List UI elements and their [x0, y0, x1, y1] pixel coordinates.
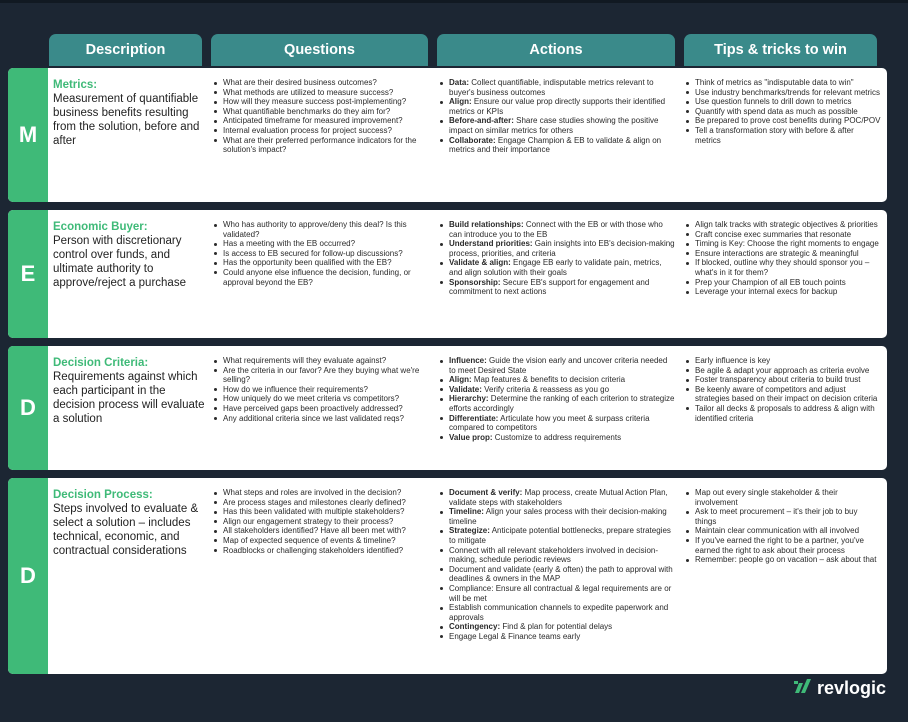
row-title: Decision Process: — [53, 489, 153, 501]
action-text: Anticipate potential bottlenecks, prepare strategies to mitigate — [449, 526, 671, 545]
header-actions: Actions — [437, 34, 675, 66]
action-label: Validate: — [449, 384, 482, 394]
list-item: Remember: people go on vacation – ask about that — [685, 555, 881, 565]
action-text: Determine the ranking of each criterion to strategize efforts accordingly — [449, 394, 675, 413]
row-body: Steps involved to evaluate & select a solution – includes technical, economic, and contractual considerations — [53, 503, 199, 557]
action-text: Gain insights into EB's decision-making process, priorities, and criteria — [449, 239, 675, 258]
action-text: Verify criteria & reassess as you go — [481, 384, 610, 394]
list-item: What requirements will they evaluate against? — [213, 356, 428, 366]
list-item: Timing is Key: Choose the right moments to engage — [685, 239, 881, 249]
list-item: Be keenly aware of competitors and adjust strategies based on their impact on decision criteria — [685, 385, 881, 404]
list-item: Be prepared to prove cost benefits during POC/POV — [685, 116, 881, 126]
list-item: What are their desired business outcomes? — [213, 78, 428, 88]
row-description — [53, 220, 208, 290]
list-item: If blocked, outline why they should sponsor you – what's in it for them? — [685, 258, 881, 277]
tips-list — [685, 78, 881, 145]
list-item: Align talk tracks with strategic objectives & priorities — [685, 220, 881, 230]
list-item: Internal evaluation process for project success? — [213, 126, 428, 136]
action-label: Value prop: — [449, 432, 493, 442]
list-item: Think of metrics as "indisputable data to win" — [685, 78, 881, 88]
tips-list — [685, 488, 881, 565]
action-label: Sponsorship: — [449, 277, 501, 287]
list-item: Craft concise exec summaries that resonate — [685, 230, 881, 240]
questions-list — [213, 488, 428, 555]
action-item — [439, 565, 675, 584]
action-text: Establish communication channels to expedite paperwork and approvals — [449, 603, 669, 622]
list-item: Could anyone else influence the decision, funding, or approval beyond the EB? — [213, 268, 428, 287]
action-item — [439, 622, 675, 632]
action-item — [439, 258, 675, 277]
row-letter: D — [8, 346, 48, 470]
top-border — [0, 0, 908, 3]
list-item: Who has authority to approve/deny this deal? Is this validated? — [213, 220, 428, 239]
action-text: Engage Legal & Finance teams early — [449, 631, 581, 641]
list-item: Leverage your internal execs for backup — [685, 287, 881, 297]
list-item: Map of expected sequence of events & timeline? — [213, 536, 428, 546]
row-economic-buyer — [8, 210, 887, 338]
questions-list — [213, 356, 428, 423]
action-item — [439, 526, 675, 545]
list-item: Map out every single stakeholder & their involvement — [685, 488, 881, 507]
row-letter: E — [8, 210, 48, 338]
list-item: Align our engagement strategy to their process? — [213, 517, 428, 527]
action-label: Hierarchy: — [449, 394, 489, 404]
action-label: Align: — [449, 375, 472, 385]
questions-list — [213, 78, 428, 155]
list-item: How will they measure success post-implementing? — [213, 97, 428, 107]
action-item — [439, 356, 675, 375]
header-questions: Questions — [211, 34, 428, 66]
action-text: Engage EB early to validate pain, metrics, and align solution with their goals — [449, 258, 662, 277]
actions-list — [439, 220, 675, 297]
action-text: Map process, create Mutual Action Plan, validate steps with stakeholders — [449, 488, 668, 507]
row-letter: M — [8, 68, 48, 202]
list-item: What are their preferred performance indicators for the solution's impact? — [213, 136, 428, 155]
action-text: Align your sales process with their decision-making timeline — [449, 507, 667, 526]
action-item — [439, 239, 675, 258]
action-label: Strategize: — [449, 526, 490, 536]
action-label: Data: — [449, 78, 470, 87]
list-item: Use question funnels to drill down to metrics — [685, 97, 881, 107]
action-text: Collect quantifiable, indisputable metrics relevant to buyer's business outcomes — [449, 78, 654, 97]
action-item — [439, 385, 675, 395]
actions-list — [439, 356, 675, 442]
action-item — [439, 584, 675, 603]
list-item: Any additional criteria since we last validated reqs? — [213, 414, 428, 424]
action-text: Connect with the EB or with those who can introduce you to the EB — [449, 220, 663, 239]
action-text: Map features & benefits to decision criteria — [471, 375, 626, 385]
list-item: Ask to meet procurement – it's their job to buy things — [685, 507, 881, 526]
action-text: Find & plan for potential delays — [500, 622, 613, 632]
list-item: How uniquely do we meet criteria vs competitors? — [213, 394, 428, 404]
row-title: Economic Buyer: — [53, 221, 148, 233]
action-item — [439, 136, 675, 155]
tips-list — [685, 356, 881, 423]
action-item — [439, 507, 675, 526]
action-label: Align: — [449, 97, 472, 107]
action-text: Document and validate (early & often) the path to approval with deadlines & owners in the MAP — [449, 564, 673, 584]
header-description: Description — [49, 34, 202, 66]
list-item: Has this been validated with multiple stakeholders? — [213, 507, 428, 517]
list-item: Tailor all decks & proposals to address & align with identified criteria — [685, 404, 881, 423]
action-item — [439, 97, 675, 116]
header-tips: Tips & tricks to win — [684, 34, 877, 66]
action-label: Differentiate: — [449, 413, 499, 423]
row-title: Metrics: — [53, 79, 98, 91]
list-item: Has a meeting with the EB occurred? — [213, 239, 428, 249]
list-item: Has the opportunity been qualified with the EB? — [213, 258, 428, 268]
list-item: Prep your Champion of all EB touch points — [685, 278, 881, 288]
action-label: Before-and-after: — [449, 116, 514, 126]
action-item — [439, 375, 675, 385]
row-decision-process — [8, 478, 887, 674]
actions-list — [439, 78, 675, 155]
action-item — [439, 220, 675, 239]
action-label: Validate & align: — [449, 258, 511, 268]
action-text: Guide the vision early and uncover criteria needed to meet Desired State — [449, 356, 668, 375]
row-body: Measurement of quantifiable business benefits resulting from the solution, before and after — [53, 93, 200, 147]
action-item — [439, 546, 675, 565]
list-item: Tell a transformation story with before & after metrics — [685, 126, 881, 145]
action-label: Contingency: — [449, 622, 501, 632]
list-item: Are process stages and milestones clearly defined? — [213, 498, 428, 508]
revlogic-logo[interactable] — [793, 677, 886, 700]
action-item — [439, 488, 675, 507]
action-label: Understand priorities: — [449, 239, 533, 249]
list-item: Anticipated timeframe for measured improvement? — [213, 116, 428, 126]
list-item: Use industry benchmarks/trends for relevant metrics — [685, 88, 881, 98]
action-text: Share case studies showing the positive impact on similar metrics for others — [449, 116, 659, 135]
action-label: Influence: — [449, 356, 487, 365]
revlogic-logo-icon — [793, 677, 813, 700]
action-label: Document & verify: — [449, 488, 523, 497]
actions-list — [439, 488, 675, 642]
action-text: Compliance: Ensure all contractual & legal requirements are or will be met — [449, 583, 672, 603]
list-item: Early influence is key — [685, 356, 881, 366]
list-item: What methods are utilized to measure success? — [213, 88, 428, 98]
row-letter: D — [8, 478, 48, 674]
action-text: Articulate how you meet & surpass criteria compared to competitors — [449, 413, 650, 433]
action-label: Collaborate: — [449, 135, 496, 145]
action-text: Secure EB's support for engagement and commitment to next actions — [449, 277, 650, 297]
action-label: Build relationships: — [449, 220, 524, 229]
row-description — [53, 488, 208, 558]
row-description — [53, 356, 208, 426]
list-item: Are the criteria in our favor? Are they buying what we're selling? — [213, 366, 428, 385]
action-item — [439, 394, 675, 413]
list-item: Be agile & adapt your approach as criteria evolve — [685, 366, 881, 376]
action-item — [439, 278, 675, 297]
list-item: If you've earned the right to be a partner, you've earned the right to ask about their process — [685, 536, 881, 555]
list-item: How do we influence their requirements? — [213, 385, 428, 395]
action-item — [439, 603, 675, 622]
action-text: Ensure our value prop directly supports their identified metrics or KPIs — [449, 97, 666, 116]
action-item — [439, 78, 675, 97]
action-item — [439, 414, 675, 433]
list-item: Roadblocks or challenging stakeholders identified? — [213, 546, 428, 556]
list-item: Maintain clear communication with all involved — [685, 526, 881, 536]
action-label: Timeline: — [449, 507, 484, 517]
list-item: What quantifiable benchmarks do they aim for? — [213, 107, 428, 117]
list-item: Quantify with spend data as much as possible — [685, 107, 881, 117]
row-metrics — [8, 68, 887, 202]
action-text: Connect with all relevant stakeholders involved in decision-making, schedule periodic reviews — [449, 545, 658, 565]
list-item: All stakeholders identified? Have all been met with? — [213, 526, 428, 536]
list-item: Is access to EB secured for follow-up discussions? — [213, 249, 428, 259]
row-body: Person with discretionary control over funds, and ultimate authority to approve/reject a purchase — [53, 235, 186, 289]
questions-list — [213, 220, 428, 287]
action-item — [439, 632, 675, 642]
action-text: Engage Champion & EB to validate & align on metrics and their importance — [449, 135, 662, 155]
list-item: Ensure interactions are strategic & meaningful — [685, 249, 881, 259]
tips-list — [685, 220, 881, 297]
list-item: What steps and roles are involved in the decision? — [213, 488, 428, 498]
action-text: Customize to address requirements — [492, 432, 622, 442]
list-item: Foster transparency about criteria to build trust — [685, 375, 881, 385]
list-item: Have perceived gaps been proactively addressed? — [213, 404, 428, 414]
row-title: Decision Criteria: — [53, 357, 149, 369]
row-description — [53, 78, 208, 148]
action-item — [439, 433, 675, 443]
row-body: Requirements against which each participant in the decision process will evaluate a solution — [53, 371, 205, 425]
row-decision-criteria — [8, 346, 887, 470]
action-item — [439, 116, 675, 135]
logo-text: revlogic — [816, 678, 886, 698]
